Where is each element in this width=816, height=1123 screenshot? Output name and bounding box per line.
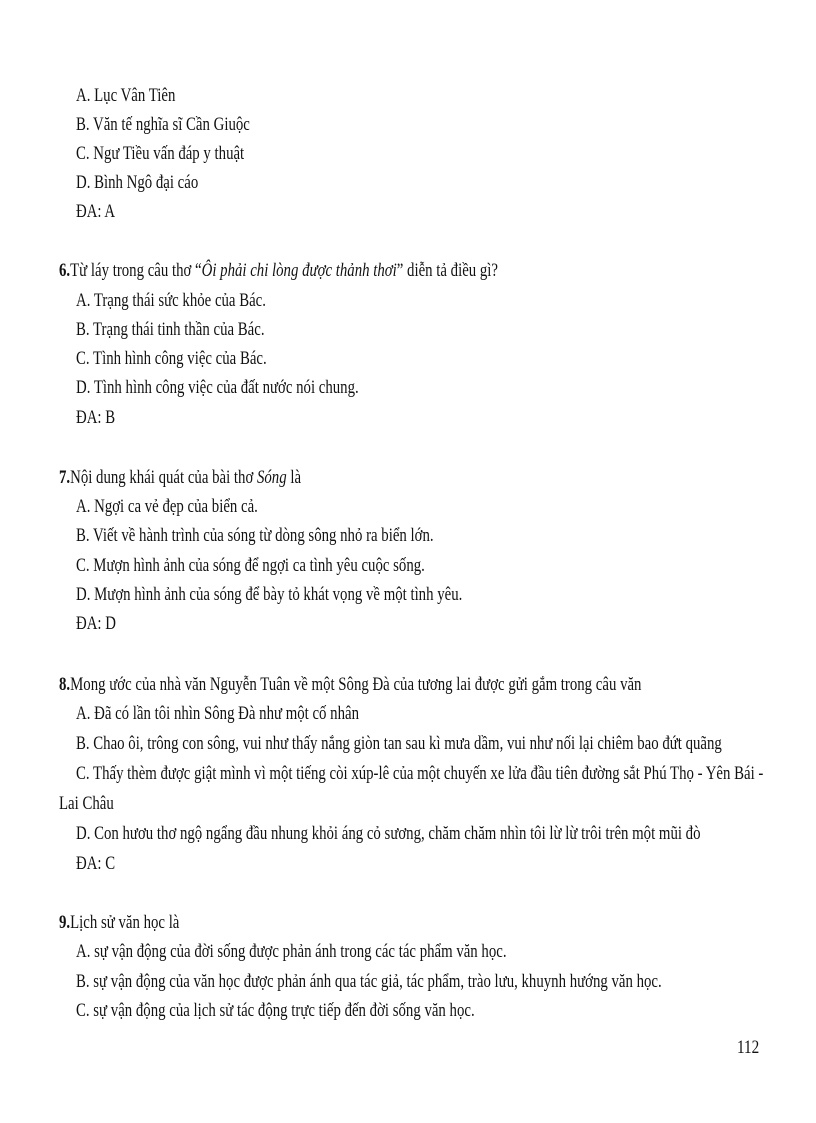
question-text: Lịch sử văn học là xyxy=(70,912,180,933)
question-9 xyxy=(59,911,179,935)
q6-answer: ĐA: B xyxy=(76,407,116,428)
question-number: 7. xyxy=(59,467,71,488)
question-number: 8. xyxy=(59,674,71,695)
q8-option-a: A. Đã có lần tôi nhìn Sông Đà như một cố nhân xyxy=(76,703,359,724)
prev-option-b: B. Văn tế nghĩa sĩ Cần Giuộc xyxy=(76,114,250,135)
q9-option-a: A. sự vận động của đời sống được phản ánh trong các tác phẩm văn học. xyxy=(76,941,507,962)
q7-option-c: C. Mượn hình ảnh của sóng để ngợi ca tình yêu cuộc sống. xyxy=(76,555,425,576)
q8-option-c-continued: Lai Châu xyxy=(59,793,114,814)
question-text: Từ láy trong câu thơ “ xyxy=(70,260,202,281)
question-text: Mong ước của nhà văn Nguyễn Tuân về một Sông Đà của tương lai được gửi gắm trong câu văn xyxy=(70,674,642,695)
question-7 xyxy=(59,466,301,490)
q8-option-c: C. Thấy thèm được giật mình vì một tiếng còi xúp-lê của một chuyến xe lửa đầu tiên đường sắt Phú Thọ - Yên Bái - xyxy=(76,763,764,784)
q6-option-a: A. Trạng thái sức khỏe của Bác. xyxy=(76,290,266,311)
question-text-end: ” diễn tả điều gì? xyxy=(396,260,499,281)
question-8 xyxy=(59,673,641,697)
page-number: 112 xyxy=(737,1037,760,1058)
q8-option-d: D. Con hươu thơ ngộ ngẩng đầu nhung khỏi áng cỏ sương, chăm chăm nhìn tôi lừ lừ trôi trên một mũi đò xyxy=(76,823,701,844)
q9-option-b: B. sự vận động của văn học được phản ánh qua tác giả, tác phẩm, trào lưu, khuynh hướng văn học. xyxy=(76,971,662,992)
q7-option-b: B. Viết về hành trình của sóng từ dòng sông nhỏ ra biển lớn. xyxy=(76,525,434,546)
prev-option-d: D. Bình Ngô đại cáo xyxy=(76,172,199,193)
question-poem-title: Sóng xyxy=(256,467,287,488)
question-number: 6. xyxy=(59,260,71,281)
question-quote: Ôi phải chi lòng được thảnh thơi xyxy=(201,260,397,281)
q7-option-d: D. Mượn hình ảnh của sóng để bày tỏ khát vọng về một tình yêu. xyxy=(76,584,463,605)
question-6 xyxy=(59,259,498,283)
prev-answer: ĐA: A xyxy=(76,201,116,222)
question-text: Nội dung khái quát của bài thơ xyxy=(70,467,257,488)
prev-option-a: A. Lục Vân Tiên xyxy=(76,85,176,106)
q7-answer: ĐA: D xyxy=(76,613,116,634)
prev-option-c: C. Ngư Tiều vấn đáp y thuật xyxy=(76,143,245,164)
q8-option-b: B. Chao ôi, trông con sông, vui như thấy nắng giòn tan sau kì mưa dầm, vui như nối lại chiêm bao đứt quãng xyxy=(76,733,722,754)
question-number: 9. xyxy=(59,912,71,933)
q6-option-d: D. Tình hình công việc của đất nước nói chung. xyxy=(76,377,359,398)
q7-option-a: A. Ngợi ca vẻ đẹp của biển cả. xyxy=(76,496,258,517)
q9-option-c: C. sự vận động của lịch sử tác động trực tiếp đến đời sống văn học. xyxy=(76,1000,475,1021)
question-text-end: là xyxy=(286,467,302,488)
q6-option-c: C. Tình hình công việc của Bác. xyxy=(76,348,267,369)
q6-option-b: B. Trạng thái tinh thần của Bác. xyxy=(76,319,265,340)
q8-answer: ĐA: C xyxy=(76,853,116,874)
